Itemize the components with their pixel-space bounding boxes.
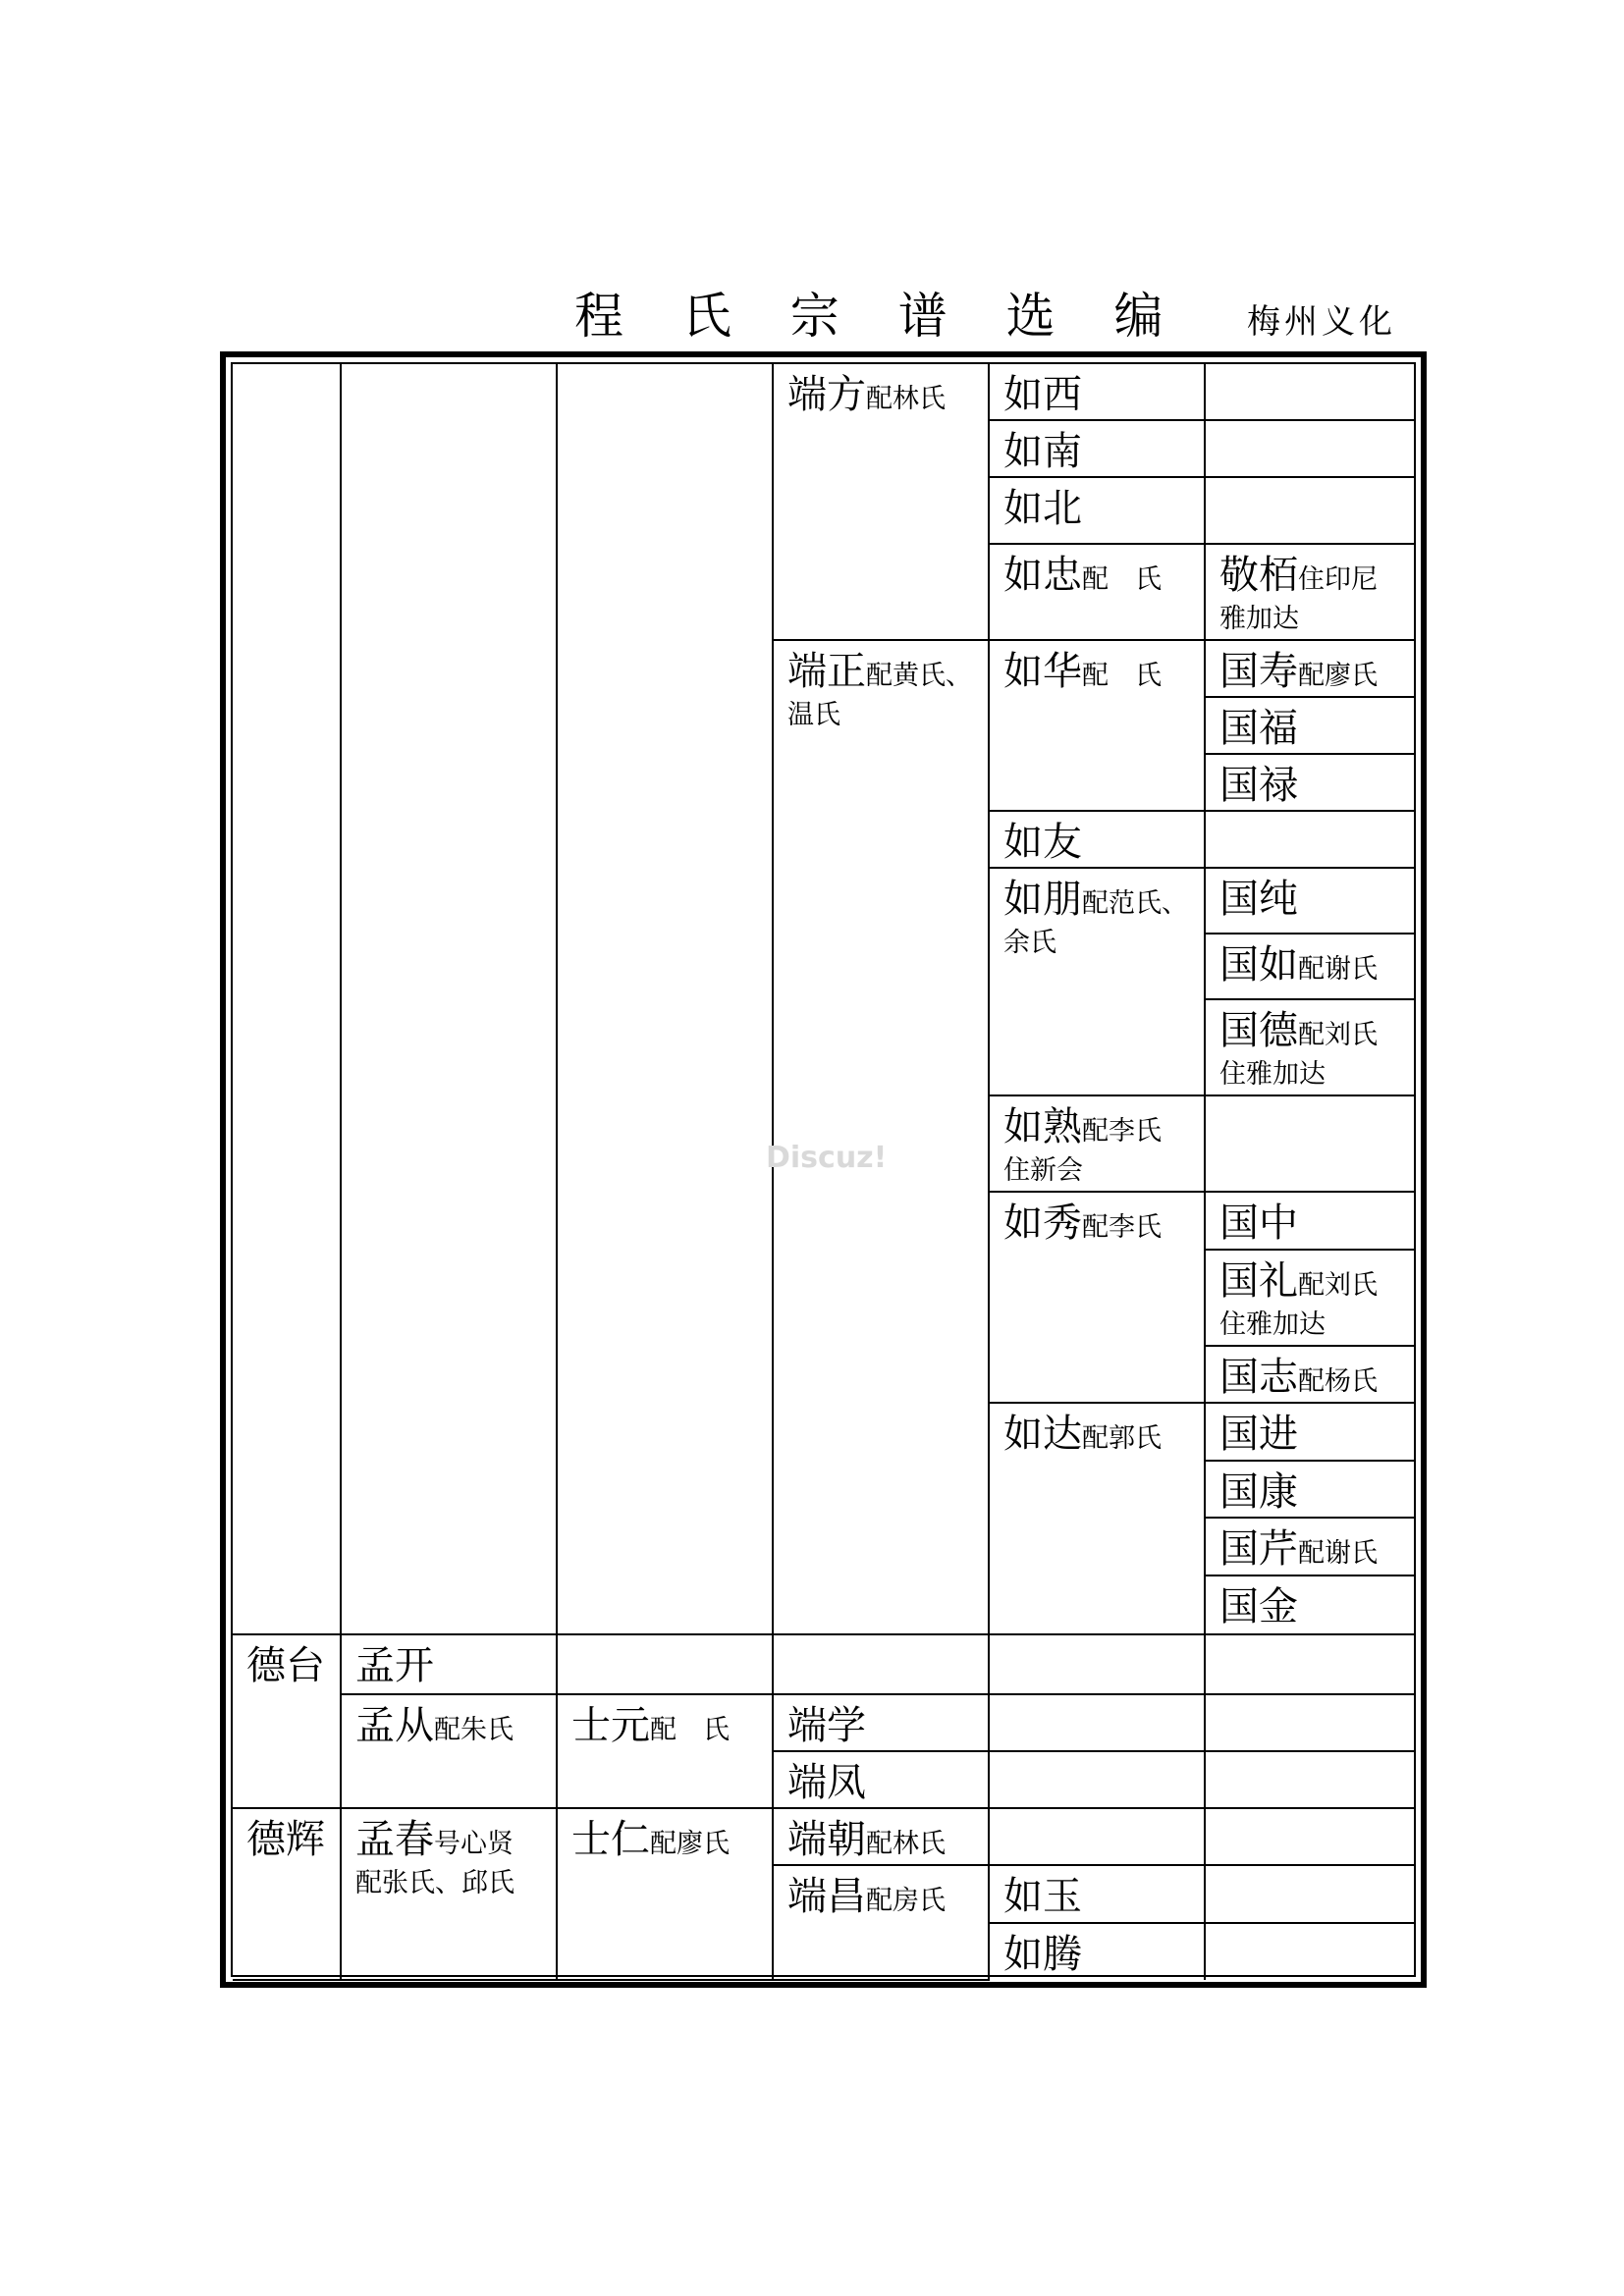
- person-spouse: 配 氏: [1082, 564, 1162, 595]
- person-spouse: 配谢氏: [1298, 954, 1378, 985]
- person-cell: [989, 364, 1205, 420]
- person-cell: [1205, 1461, 1414, 1518]
- person-name: 士元: [571, 1703, 650, 1748]
- person-cell: [557, 1694, 773, 1808]
- person-note: 温氏: [787, 700, 840, 730]
- person-spouse: 配廖氏: [1298, 661, 1378, 691]
- person-name: 国寿: [1219, 649, 1298, 694]
- person-cell: [989, 420, 1205, 477]
- gen1-cell-empty: [233, 364, 341, 1634]
- empty-cell: [1205, 811, 1414, 868]
- person-cell: [233, 1634, 341, 1808]
- empty-cell: [773, 1634, 989, 1694]
- person-name: 国志: [1219, 1355, 1298, 1400]
- empty-cell: [1205, 477, 1414, 544]
- person-cell: [341, 1808, 557, 1980]
- person-name: 如玉: [1003, 1874, 1082, 1919]
- person-name: 国芹: [1219, 1526, 1298, 1572]
- person-name: 国德: [1219, 1008, 1298, 1053]
- publisher-label: 梅州义化: [1247, 302, 1396, 342]
- person-spouse: 配李氏: [1082, 1116, 1162, 1147]
- person-name: 德台: [246, 1643, 325, 1688]
- person-name: 如西: [1003, 372, 1082, 417]
- empty-cell: [1205, 1923, 1414, 1980]
- person-name: 端方: [787, 372, 866, 417]
- gen2-cell-empty: [341, 364, 557, 1634]
- empty-cell: [989, 1634, 1205, 1694]
- empty-cell: [989, 1808, 1205, 1865]
- person-cell: [773, 640, 989, 1634]
- person-name: 孟春: [355, 1817, 434, 1862]
- person-cell: [773, 1694, 989, 1751]
- person-cell: [989, 1403, 1205, 1634]
- person-name: 如腾: [1003, 1932, 1082, 1977]
- person-name: 国康: [1219, 1469, 1298, 1515]
- person-spouse: 配范氏、: [1082, 888, 1188, 919]
- person-spouse: 配廖氏: [650, 1829, 730, 1859]
- empty-cell: [989, 1751, 1205, 1808]
- person-cell: [1205, 544, 1414, 640]
- person-cell: [1205, 1250, 1414, 1346]
- person-cell: [989, 477, 1205, 544]
- person-spouse: 配 氏: [650, 1715, 730, 1745]
- person-cell: [989, 1192, 1205, 1403]
- person-spouse: 配黄氏、: [866, 661, 972, 691]
- empty-cell: [1205, 1808, 1414, 1865]
- empty-cell: [989, 1694, 1205, 1751]
- person-name: 端凤: [787, 1760, 866, 1805]
- person-name: 如友: [1003, 820, 1082, 865]
- person-cell: [233, 1808, 341, 1980]
- person-cell: [341, 1694, 557, 1808]
- person-cell: [989, 640, 1205, 811]
- person-cell: [989, 1095, 1205, 1192]
- person-spouse: 号心贤: [434, 1829, 514, 1859]
- person-name: 如达: [1003, 1412, 1082, 1457]
- empty-cell: [1205, 1634, 1414, 1694]
- person-note: 住新会: [1003, 1155, 1083, 1186]
- person-name: 国禄: [1219, 763, 1298, 808]
- person-name: 国金: [1219, 1584, 1298, 1629]
- person-note: 配张氏、邱氏: [355, 1868, 514, 1898]
- person-note: 雅加达: [1219, 604, 1299, 634]
- empty-cell: [1205, 420, 1414, 477]
- person-cell: [989, 544, 1205, 640]
- person-cell: [1205, 934, 1414, 999]
- person-cell: [1205, 1192, 1414, 1250]
- person-note: 住雅加达: [1219, 1059, 1326, 1090]
- person-cell: [773, 364, 989, 640]
- empty-cell: [557, 1634, 773, 1694]
- person-spouse: 配刘氏: [1298, 1270, 1378, 1301]
- person-cell: [773, 1865, 989, 1980]
- person-name: 敬栢: [1219, 553, 1298, 598]
- person-spouse: 配 氏: [1082, 661, 1162, 691]
- person-cell: [989, 1923, 1205, 1980]
- person-spouse: 配林氏: [866, 1829, 946, 1859]
- person-cell: [989, 1865, 1205, 1923]
- person-cell: [1205, 1346, 1414, 1403]
- person-name: 孟开: [355, 1643, 434, 1688]
- person-name: 国中: [1219, 1201, 1298, 1246]
- person-name: 如朋: [1003, 877, 1082, 922]
- person-cell: [1205, 754, 1414, 811]
- person-name: 端学: [787, 1703, 866, 1748]
- person-name: 德辉: [246, 1817, 325, 1862]
- watermark: Discuz!: [766, 1141, 888, 1175]
- person-name: 如熟: [1003, 1104, 1082, 1149]
- person-cell: [341, 1634, 557, 1694]
- person-name: 国纯: [1219, 877, 1298, 922]
- person-name: 如忠: [1003, 553, 1082, 598]
- page-title: 程 氏 宗 谱 选 编: [574, 288, 1185, 345]
- person-name: 士仁: [571, 1817, 650, 1862]
- person-name: 国如: [1219, 942, 1298, 988]
- person-name: 如南: [1003, 429, 1082, 474]
- person-cell: [989, 811, 1205, 868]
- person-cell: [773, 1751, 989, 1808]
- person-name: 端昌: [787, 1874, 866, 1919]
- person-cell: [989, 868, 1205, 1095]
- person-residence: 住印尼: [1298, 564, 1378, 595]
- person-cell: [1205, 868, 1414, 934]
- person-note: 住雅加达: [1219, 1309, 1326, 1340]
- gen3-cell-empty: [557, 364, 773, 1634]
- person-cell: [1205, 999, 1414, 1095]
- empty-cell: [1205, 364, 1414, 420]
- person-name: 如北: [1003, 486, 1082, 531]
- person-name: 国福: [1219, 706, 1298, 751]
- person-name: 端朝: [787, 1817, 866, 1862]
- person-spouse: 配房氏: [866, 1886, 946, 1916]
- person-spouse: 配朱氏: [434, 1715, 514, 1745]
- person-spouse: 配杨氏: [1298, 1366, 1378, 1397]
- person-cell: [557, 1808, 773, 1980]
- person-spouse: 配郭氏: [1082, 1423, 1162, 1454]
- person-note: 余氏: [1003, 928, 1056, 958]
- person-spouse: 配李氏: [1082, 1212, 1162, 1243]
- person-name: 国礼: [1219, 1258, 1298, 1304]
- person-name: 如华: [1003, 649, 1082, 694]
- person-name: 端正: [787, 649, 866, 694]
- person-cell: [773, 1808, 989, 1865]
- empty-cell: [1205, 1694, 1414, 1751]
- person-name: 国进: [1219, 1412, 1298, 1457]
- person-cell: [1205, 697, 1414, 754]
- empty-cell: [1205, 1095, 1414, 1192]
- person-cell: [1205, 640, 1414, 697]
- empty-cell: [1205, 1865, 1414, 1923]
- person-cell: [1205, 1403, 1414, 1461]
- empty-cell: [1205, 1751, 1414, 1808]
- person-name: 孟从: [355, 1703, 434, 1748]
- person-spouse: 配谢氏: [1298, 1538, 1378, 1569]
- person-name: 如秀: [1003, 1201, 1082, 1246]
- person-spouse: 配刘氏: [1298, 1020, 1378, 1050]
- person-spouse: 配林氏: [866, 384, 946, 414]
- person-cell: [1205, 1575, 1414, 1634]
- person-cell: [1205, 1518, 1414, 1575]
